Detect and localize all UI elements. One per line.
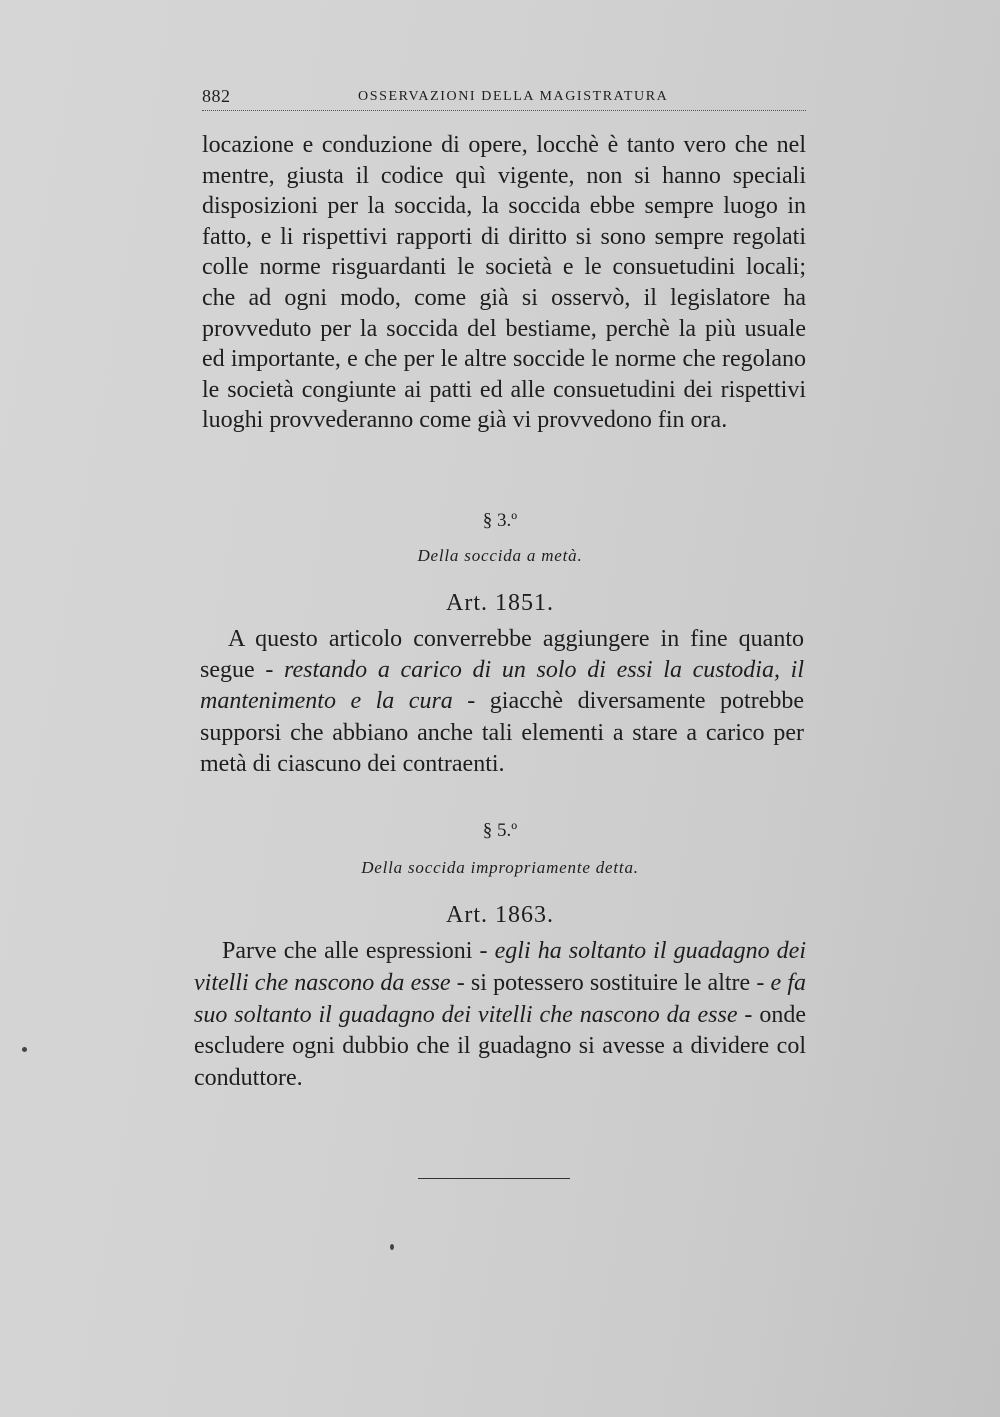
section-title-5: Della soccida impropriamente detta. bbox=[361, 858, 639, 877]
p3-text-3: - onde escludere ogni dubbio che il guadagno si avesse a dividere col conduttore. bbox=[194, 1001, 806, 1092]
section-title-3: Della soccida a metà. bbox=[417, 546, 583, 565]
p2-italic: restando a carico di un solo di essi la custodia, il mantenimento e la cura bbox=[200, 657, 804, 715]
p3-text-1: Parve che alle espressioni - bbox=[222, 938, 495, 964]
paper-speck bbox=[390, 1244, 394, 1250]
paragraph-article-1863 bbox=[194, 936, 806, 1095]
section-mark-5: § 5.º bbox=[482, 820, 518, 841]
paragraph-continuation: locazione e conduzione di opere, locchè è tanto vero che nel mentre, giusta il codice quì vigente, non si hanno speciali disposizioni per la soccida, la soccida ebbe sempre luogo in fatto, e li rispettivi rapporti di diritto si sono sempre regolati colle norme risguardanti le società e le consuetudini locali; che ad ogni modo, come già si osservò, il legislatore ha provveduto per la soccida del bestiame, perchè la più usuale ed importante, e che per le altre soccide le norme che regolano le società congiunte ai patti ed alle consuetudini dei rispettivi luoghi provvederanno come già vi provvedono fin ora. bbox=[202, 132, 806, 434]
page-number: 882 bbox=[202, 86, 231, 106]
p2-text-before: A questo articolo converrebbe aggiungere in fine quanto segue - bbox=[200, 626, 804, 684]
p3-italic-2: e fa suo soltanto il guadagno dei vitelli che nascono da esse bbox=[194, 969, 806, 1028]
running-head bbox=[202, 86, 806, 111]
section-mark-3: § 3.º bbox=[482, 510, 518, 531]
p3-italic-1: egli ha soltanto il guadagno dei vitelli che nascono da esse bbox=[194, 938, 806, 996]
running-title: OSSERVAZIONI DELLA MAGISTRATURA bbox=[358, 89, 669, 104]
paragraph-article-1851 bbox=[200, 624, 804, 780]
p2-text-after: - giacchè diversamente potrebbe supporsi che abbiano anche tali elementi a stare a carico per metà di ciascuno dei contraenti. bbox=[200, 688, 804, 777]
end-rule bbox=[418, 1178, 570, 1179]
article-heading-1863: Art. 1863. bbox=[446, 902, 554, 928]
article-heading-1851: Art. 1851. bbox=[446, 590, 554, 616]
paper-speck bbox=[22, 1047, 27, 1052]
p3-text-2: - si potessero sostituire le altre - bbox=[450, 969, 771, 996]
